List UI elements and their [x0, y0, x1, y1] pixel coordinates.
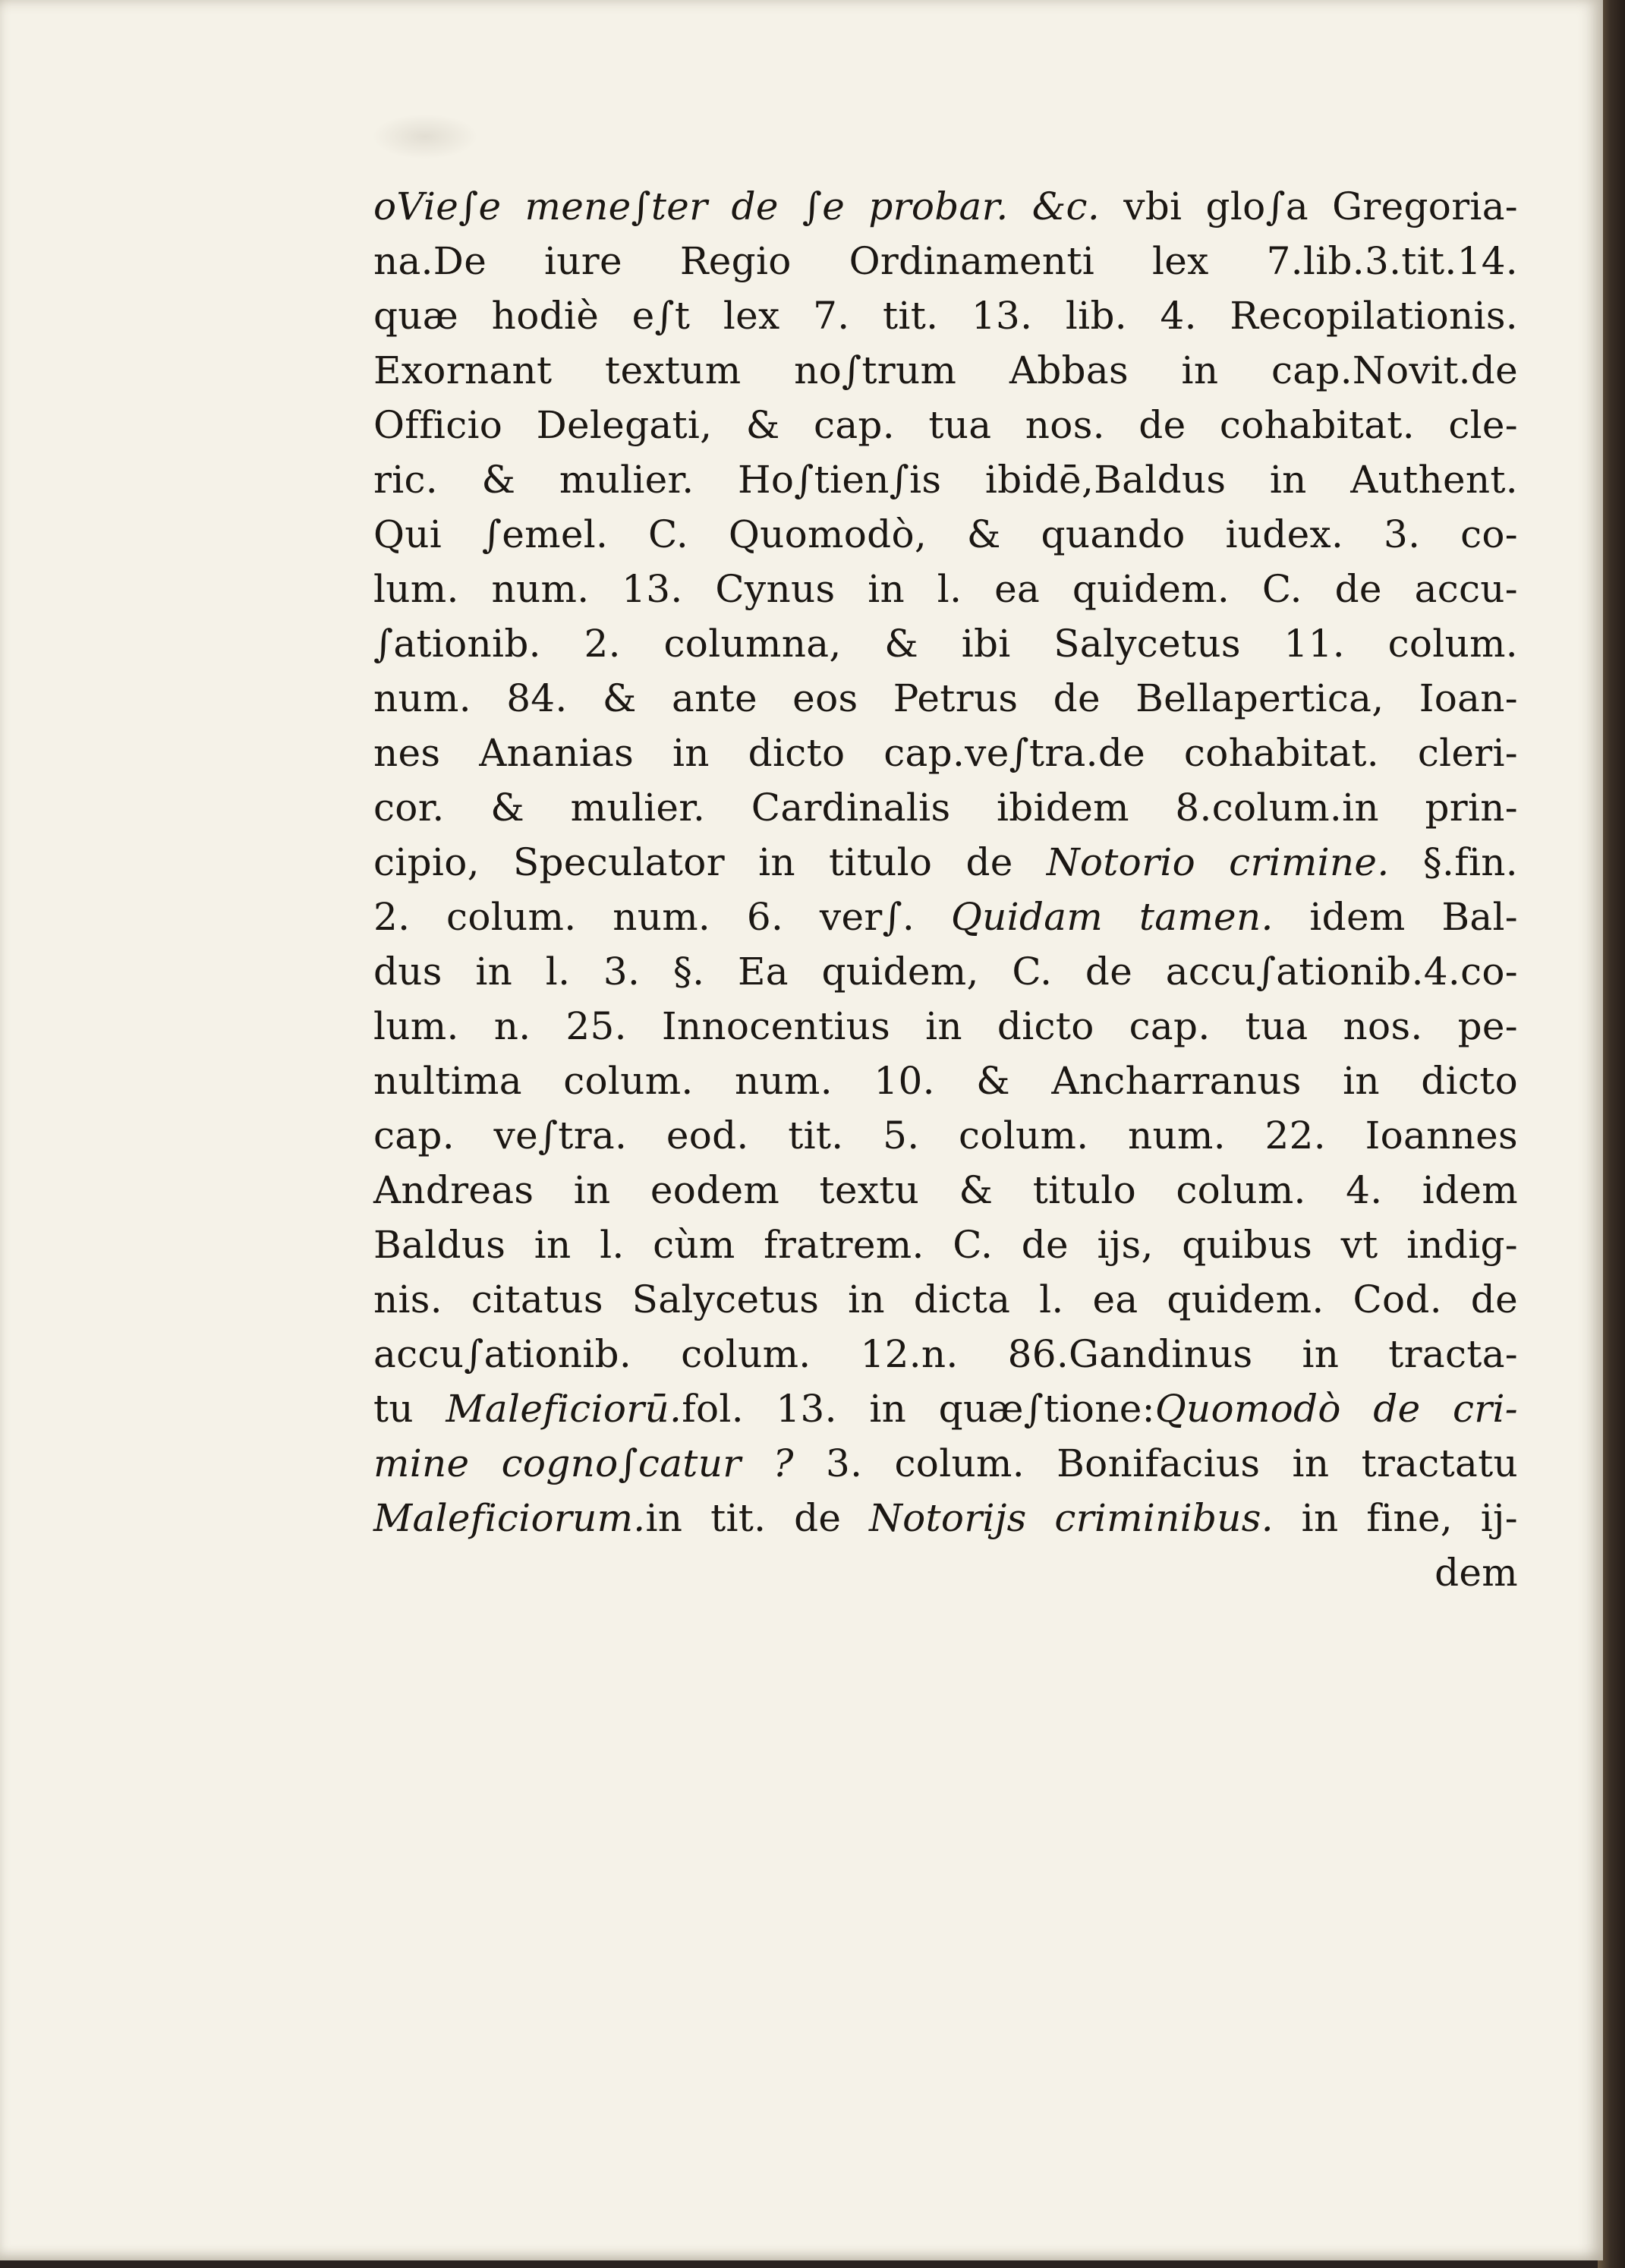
text-segment: dus in l. 3. §. Ea quidem, C. de accu∫ationib.4.co-: [373, 950, 1518, 994]
text-segment: lum. n. 25. Innocentius in dicto cap. tua nos. pe-: [373, 1004, 1518, 1048]
text-line: [373, 944, 1518, 999]
text-segment: Andreas in eodem textu & titulo colum. 4. idem: [373, 1168, 1518, 1212]
italic-citation: mine cogno∫catur ?: [373, 1441, 794, 1485]
text-segment: in tit. de: [645, 1496, 870, 1540]
text-line: [373, 398, 1518, 452]
italic-citation: oVie∫e mene∫ter de ∫e probar. &c.: [373, 184, 1101, 228]
text-segment: 3. colum. Bonifacius in tractatu: [793, 1441, 1518, 1485]
italic-citation: Maleficiorum.: [373, 1496, 646, 1540]
text-segment: tu: [373, 1387, 446, 1431]
text-segment: Qui ∫emel. C. Quomodò, & quando iudex. 3. co-: [373, 512, 1518, 556]
text-line: [373, 835, 1518, 890]
text-segment: nultima colum. num. 10. & Ancharranus in dicto: [373, 1059, 1518, 1103]
text-line: [373, 562, 1518, 616]
text-line: [373, 1381, 1518, 1436]
italic-citation: Maleficiorū.: [446, 1387, 682, 1431]
text-line: [373, 288, 1518, 343]
text-line: [373, 1054, 1518, 1108]
text-segment: fol. 13. in quæ∫tione:: [682, 1387, 1155, 1431]
text-segment: Officio Delegati, & cap. tua nos. de cohabitat. cle-: [373, 403, 1518, 447]
text-segment: num. 84. & ante eos Petrus de Bellapertica, Ioan-: [373, 676, 1518, 720]
text-segment: cipio, Speculator in titulo de: [373, 840, 1047, 884]
text-line: [373, 1491, 1518, 1545]
text-line: [373, 1436, 1518, 1491]
text-line: [373, 1163, 1518, 1217]
text-segment: vbi glo∫a Gregoria-: [1100, 184, 1518, 228]
text-segment: dem: [1434, 1551, 1518, 1595]
text-line: [373, 999, 1518, 1054]
text-segment: §.fin.: [1389, 840, 1518, 884]
text-line: [373, 343, 1518, 398]
text-line: [373, 1108, 1518, 1163]
text-segment: lum. num. 13. Cynus in l. ea quidem. C. de accu-: [373, 567, 1518, 611]
text-line: [373, 1272, 1518, 1327]
text-segment: 2. colum. num. 6. ver∫.: [373, 895, 951, 939]
text-line: [373, 890, 1518, 944]
text-line: [373, 726, 1518, 780]
text-segment: nes Ananias in dicto cap.ve∫tra.de cohabitat. cleri-: [373, 731, 1518, 775]
text-line: [373, 452, 1518, 507]
text-line: [373, 780, 1518, 835]
text-segment: Exornant textum no∫trum Abbas in cap.Novit.de: [373, 348, 1518, 392]
text-segment: idem Bal-: [1273, 895, 1518, 939]
italic-citation: Notorio crimine.: [1046, 840, 1390, 884]
text-line: [373, 1545, 1518, 1600]
text-segment: Baldus in l. cùm fratrem. C. de ijs, quibus vt indig-: [373, 1223, 1518, 1267]
text-segment: cap. ve∫tra. eod. tit. 5. colum. num. 22. Ioannes: [373, 1114, 1518, 1158]
italic-citation: Quomodò de cri-: [1154, 1387, 1518, 1431]
text-line: [373, 616, 1518, 671]
text-line: [373, 1327, 1518, 1381]
text-segment: quæ hodiè e∫t lex 7. tit. 13. lib. 4. Recopilationis.: [373, 294, 1518, 338]
text-line: [373, 671, 1518, 726]
italic-citation: Quidam tamen.: [950, 895, 1274, 939]
text-segment: cor. & mulier. Cardinalis ibidem 8.colum.in prin-: [373, 786, 1518, 830]
text-segment: ∫ationib. 2. columna, & ibi Salycetus 11. colum.: [373, 622, 1518, 666]
text-segment: ric. & mulier. Ho∫tien∫is ibidē,Baldus in Authent.: [373, 458, 1518, 502]
text-segment: in fine, ij-: [1273, 1496, 1518, 1540]
show-through-mark: [372, 114, 478, 159]
body-text: [373, 179, 1518, 1600]
text-line: [373, 234, 1518, 288]
text-segment: nis. citatus Salycetus in dicta l. ea quidem. Cod. de: [373, 1277, 1518, 1321]
text-line: [373, 507, 1518, 562]
text-segment: accu∫ationib. colum. 12.n. 86.Gandinus in tracta-: [373, 1332, 1518, 1376]
text-line: [373, 179, 1518, 234]
text-line: [373, 1217, 1518, 1272]
text-segment: na.De iure Regio Ordinamenti lex 7.lib.3.tit.14.: [373, 239, 1518, 283]
italic-citation: Notorijs criminibus.: [869, 1496, 1274, 1540]
